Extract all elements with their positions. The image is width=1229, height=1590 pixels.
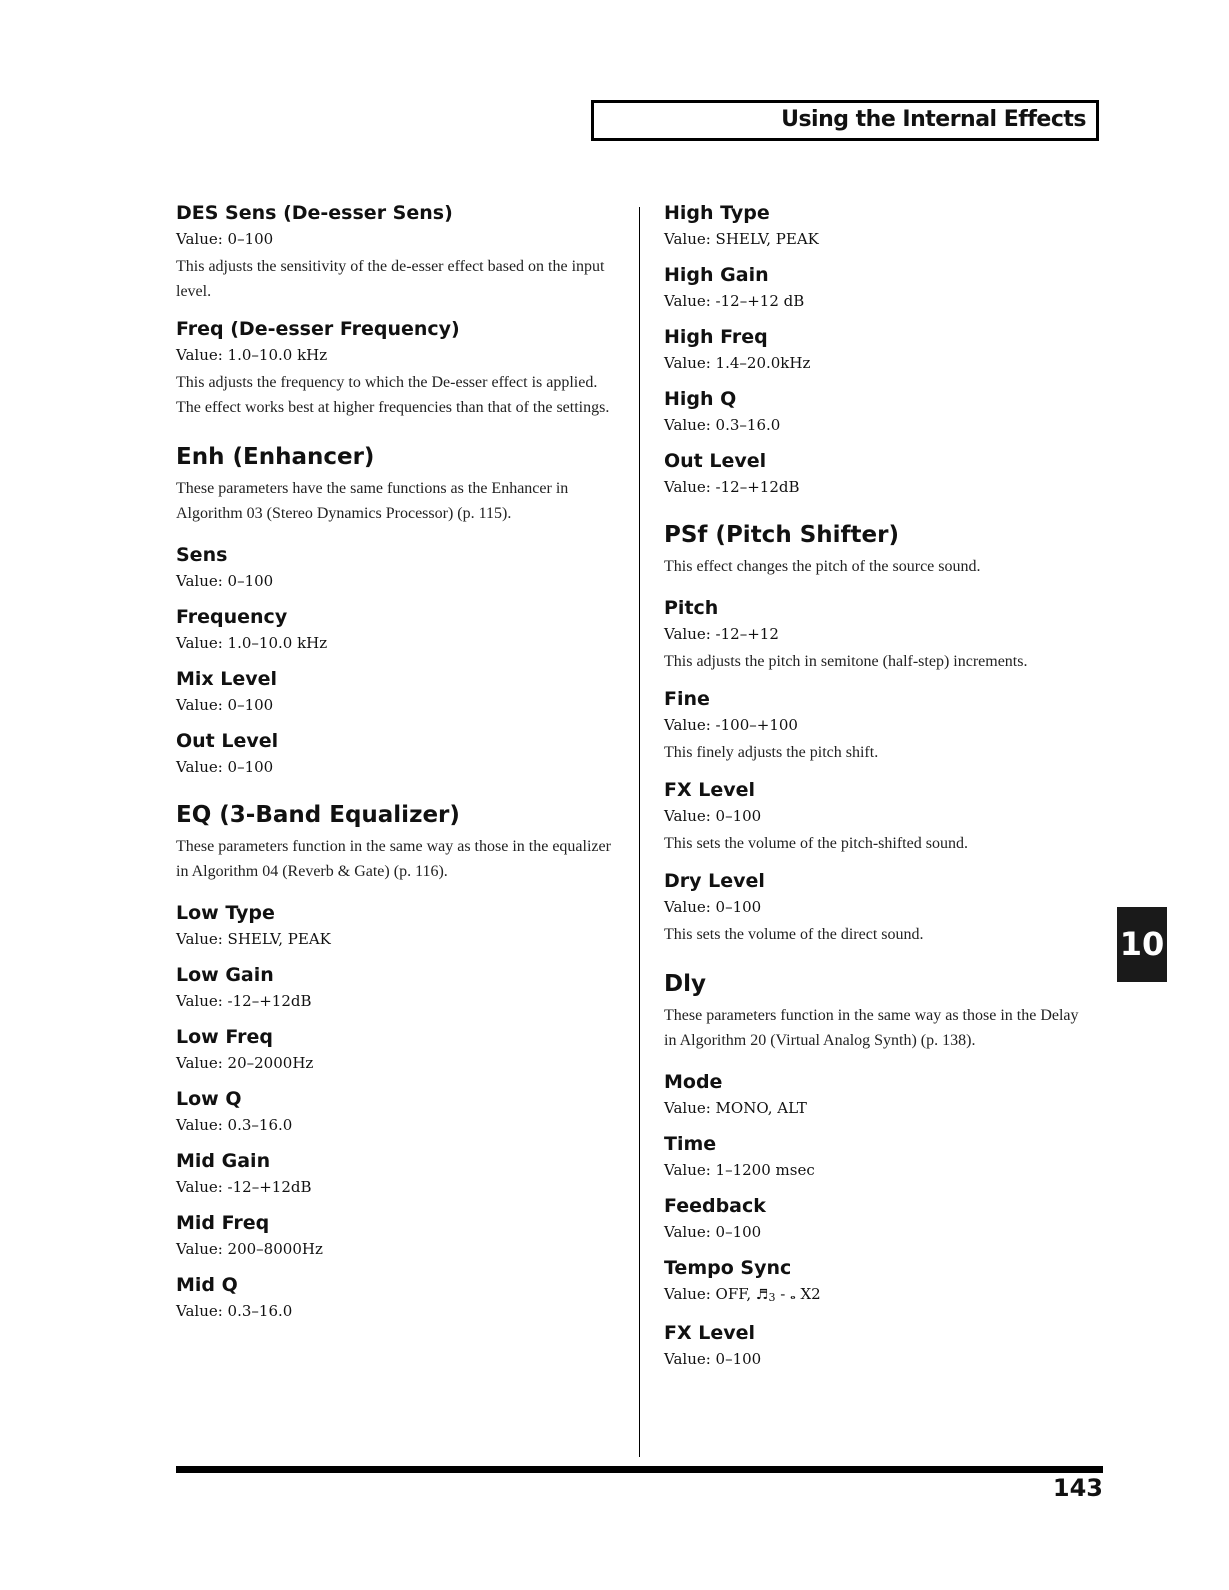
param-high-q xyxy=(664,386,1094,436)
param-title: Low Gain xyxy=(176,964,274,986)
param-title: FX Level xyxy=(664,1322,756,1344)
section-title: Dly xyxy=(664,971,706,997)
triplet-marker: 3 xyxy=(768,1291,776,1304)
param-value: Value: -12–+12dB xyxy=(176,1178,312,1196)
param-pitch xyxy=(664,595,1094,674)
right-column xyxy=(664,200,1094,1382)
section-description: These parameters function in the same way as those in the equalizer in Algorithm 04 (Reverb & Gate) (p. 116). xyxy=(176,838,611,880)
section-title: PSf (Pitch Shifter) xyxy=(664,522,899,548)
param-mid-q xyxy=(176,1272,616,1322)
param-value: Value: SHELV, PEAK xyxy=(176,930,331,948)
param-title: Out Level xyxy=(664,450,767,472)
column-divider xyxy=(639,207,640,1457)
whole-note-icon: 𝅝 xyxy=(790,1287,796,1303)
sixteenth-triplet-note-icon: ♬3 xyxy=(755,1287,776,1304)
param-value: Value: -100–+100 xyxy=(664,716,798,734)
param-value: Value: 0.3–16.0 xyxy=(664,416,781,434)
param-tempo-sync xyxy=(664,1255,1094,1308)
param-description: This adjusts the frequency to which the De-esser effect is applied. The effect works best at higher frequencies than that of the settings. xyxy=(176,374,610,416)
param-value: Value: 1–1200 msec xyxy=(664,1161,815,1179)
param-value xyxy=(664,1284,1094,1308)
param-description: This sets the volume of the direct sound. xyxy=(664,926,924,943)
param-value: Value: -12–+12dB xyxy=(176,992,312,1010)
param-mid-freq xyxy=(176,1210,616,1260)
param-dry-level xyxy=(664,868,1094,947)
left-column xyxy=(176,200,616,1334)
param-title: Mix Level xyxy=(176,668,278,690)
param-fx-level-2 xyxy=(664,1320,1094,1370)
param-low-type xyxy=(176,900,616,950)
param-title: Fine xyxy=(664,688,710,710)
tempo-sync-prefix: Value: OFF, xyxy=(664,1285,752,1303)
param-mix-level xyxy=(176,666,616,716)
param-description: This finely adjusts the pitch shift. xyxy=(664,744,879,761)
param-value: Value: 0–100 xyxy=(664,1223,762,1241)
param-value: Value: 0–100 xyxy=(664,1350,762,1368)
param-value: Value: 1.4–20.0kHz xyxy=(664,354,811,372)
chapter-title: Using the Internal Effects xyxy=(781,107,1086,132)
section-description: These parameters function in the same way as those in the Delay in Algorithm 20 (Virtual Analog Synth) (p. 138). xyxy=(664,1007,1079,1049)
param-high-freq xyxy=(664,324,1094,374)
section-delay xyxy=(664,969,1094,1053)
param-low-gain xyxy=(176,962,616,1012)
param-description: This adjusts the sensitivity of the de-esser effect based on the input level. xyxy=(176,258,605,300)
chapter-tab: 10 xyxy=(1117,907,1167,982)
param-value: Value: 20–2000Hz xyxy=(176,1054,314,1072)
param-title: High Gain xyxy=(664,264,769,286)
param-mode xyxy=(664,1069,1094,1119)
param-value: Value: 1.0–10.0 kHz xyxy=(176,634,328,652)
param-value: Value: 0–100 xyxy=(664,807,762,825)
param-title: Dry Level xyxy=(664,870,765,892)
section-description: These parameters have the same functions as the Enhancer in Algorithm 03 (Stereo Dynamics Processor) (p. 115). xyxy=(176,480,569,522)
param-title: High Q xyxy=(664,388,737,410)
param-low-freq xyxy=(176,1024,616,1074)
range-dash: - xyxy=(780,1285,786,1303)
section-title: Enh (Enhancer) xyxy=(176,444,375,470)
section-pitch-shifter xyxy=(664,520,1094,579)
tempo-sync-suffix: X2 xyxy=(800,1285,821,1303)
param-title: Mid Q xyxy=(176,1274,238,1296)
param-des-sens xyxy=(176,200,616,304)
param-time xyxy=(664,1131,1094,1181)
section-eq xyxy=(176,800,616,884)
param-fine xyxy=(664,686,1094,765)
param-description: This sets the volume of the pitch-shifted sound. xyxy=(664,835,968,852)
param-title: Mode xyxy=(664,1071,723,1093)
param-frequency xyxy=(176,604,616,654)
param-title: Tempo Sync xyxy=(664,1257,792,1279)
param-value: Value: -12–+12 xyxy=(664,625,779,643)
param-freq xyxy=(176,316,616,420)
param-high-gain xyxy=(664,262,1094,312)
param-value: Value: 0–100 xyxy=(176,230,274,248)
param-value: Value: 0.3–16.0 xyxy=(176,1302,293,1320)
param-mid-gain xyxy=(176,1148,616,1198)
param-value: Value: -12–+12 dB xyxy=(664,292,805,310)
param-description: This adjusts the pitch in semitone (half-step) increments. xyxy=(664,653,1028,670)
param-value: Value: 200–8000Hz xyxy=(176,1240,323,1258)
param-title: Feedback xyxy=(664,1195,766,1217)
param-value: Value: 1.0–10.0 kHz xyxy=(176,346,328,364)
param-title: Low Freq xyxy=(176,1026,273,1048)
param-high-type xyxy=(664,200,1094,250)
param-title: Pitch xyxy=(664,597,719,619)
param-title: Time xyxy=(664,1133,717,1155)
param-title: Low Type xyxy=(176,902,275,924)
param-title: Freq (De-esser Frequency) xyxy=(176,318,460,340)
param-sens xyxy=(176,542,616,592)
param-value: Value: MONO, ALT xyxy=(664,1099,807,1117)
param-title: FX Level xyxy=(664,779,756,801)
chapter-header xyxy=(591,100,1099,141)
param-out-level xyxy=(176,728,616,778)
section-title: EQ (3-Band Equalizer) xyxy=(176,802,460,828)
param-out-level xyxy=(664,448,1094,498)
page-number: 143 xyxy=(1052,1474,1103,1502)
footer-rule xyxy=(176,1466,1103,1473)
section-enhancer xyxy=(176,442,616,526)
param-title: Low Q xyxy=(176,1088,242,1110)
section-description: This effect changes the pitch of the source sound. xyxy=(664,558,981,575)
param-value: Value: 0–100 xyxy=(176,572,274,590)
param-title: DES Sens (De-esser Sens) xyxy=(176,202,453,224)
param-title: Sens xyxy=(176,544,228,566)
param-value: Value: SHELV, PEAK xyxy=(664,230,819,248)
param-title: Mid Gain xyxy=(176,1150,271,1172)
param-fx-level xyxy=(664,777,1094,856)
param-value: Value: 0–100 xyxy=(664,898,762,916)
param-value: Value: 0–100 xyxy=(176,758,274,776)
param-title: Out Level xyxy=(176,730,279,752)
param-value: Value: 0.3–16.0 xyxy=(176,1116,293,1134)
param-title: High Freq xyxy=(664,326,768,348)
param-title: High Type xyxy=(664,202,770,224)
param-title: Frequency xyxy=(176,606,288,628)
param-title: Mid Freq xyxy=(176,1212,270,1234)
param-low-q xyxy=(176,1086,616,1136)
param-value: Value: -12–+12dB xyxy=(664,478,800,496)
param-feedback xyxy=(664,1193,1094,1243)
param-value: Value: 0–100 xyxy=(176,696,274,714)
